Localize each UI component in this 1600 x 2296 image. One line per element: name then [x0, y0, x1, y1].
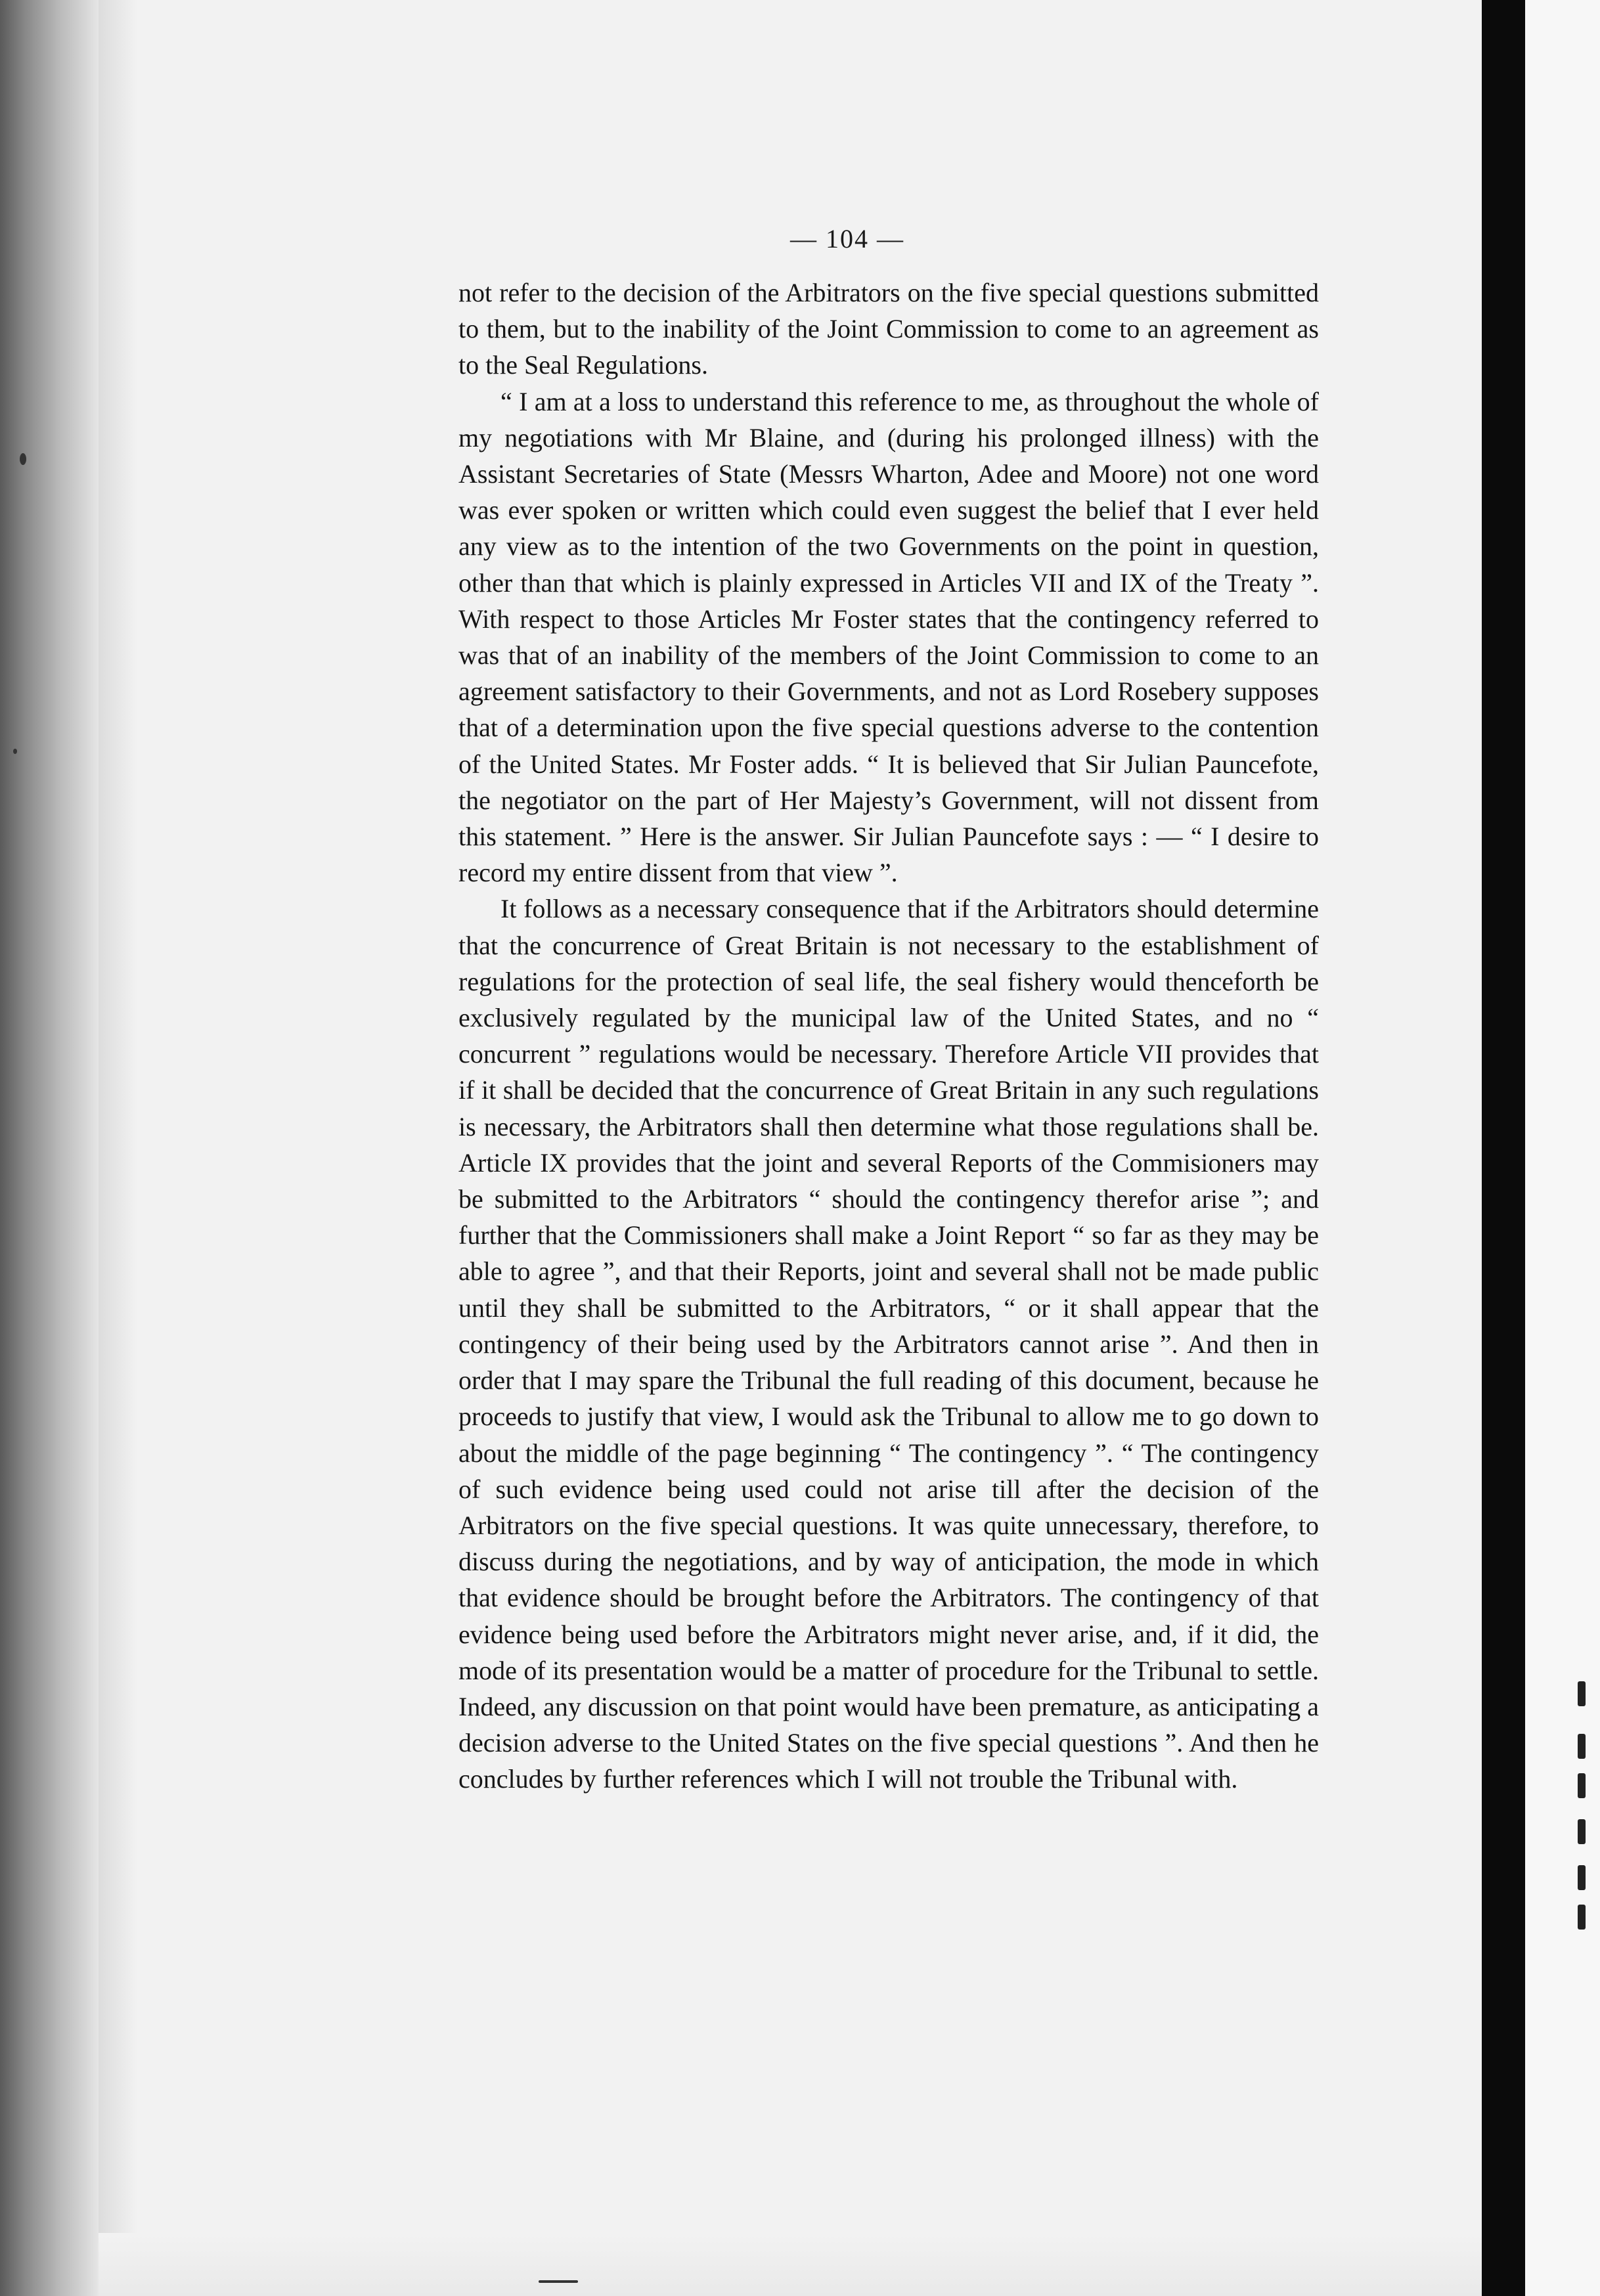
binding-shadow: [99, 0, 138, 2296]
page-bottom-edge: [99, 2233, 1482, 2296]
adjacent-page-fragment: [1578, 1773, 1586, 1798]
page-border-dark: [1482, 0, 1525, 2296]
paragraph: not refer to the decision of the Arbitrators on the five special questions submitted to them, but to the inability of the Joint Commission to come to an agreement as to the Seal Regulations.: [458, 278, 1319, 380]
adjacent-page-fragment: [1578, 1819, 1586, 1844]
scan-speck: [13, 749, 17, 754]
adjacent-page-fragment: [1578, 1681, 1586, 1706]
body-text: [458, 275, 1319, 1798]
adjacent-page-fragment: [1578, 1865, 1586, 1890]
adjacent-page-fragment: [1578, 1734, 1586, 1759]
scan-speck: [20, 453, 26, 465]
paragraph: It follows as a necessary consequence that if the Arbitrators should determine that the concurrence of Great Britain is not necessary to the establishment of regulations for the protection of seal life, the seal fishery would thenceforth be exclusively regulated by the municipal law of the United States, and no “ concurrent ” regulations would be necessary. Therefore Article VII provides that if it shall be decided that the concurrence of Great Britain in any such regulations is necessary, the Arbitrators shall then determine what those regulations shall be. Article IX provides that the joint and several Reports of the Commisioners may be submitted to the Arbitrators “ should the contingency therefor arise ”; and further that the Commissioners shall make a Joint Report “ so far as they may be able to agree ”, and that their Reports, joint and several shall not be made public until they shall be submitted to the Arbitrators, “ or it shall appear that the contingency of their being used by the Arbitrators cannot arise ”. And then in order that I may spare the Tribunal the full reading of this document, because he proceeds to justify that view, I would ask the Tribunal to allow me to go down to about the middle of the page beginning “ The contingency ”. “ The contingency of such evidence being used could not arise till after the decision of the Arbitrators on the five special questions. It was quite unnecessary, therefore, to discuss during the negotiations, and by way of anticipation, the mode in which that evidence should be brought before the Arbitrators. The contingency of that evidence being used before the Arbitrators might never arise, and, if it did, the mode of its presentation would be a matter of procedure for the Tribunal to settle. Indeed, any discussion on that point would have been premature, as anticipating a decision adverse to the United States on the five special questions ”. And then he concludes by further references which I will not trouble the Tribunal with.: [458, 894, 1319, 1794]
page-number: — 104 —: [790, 224, 904, 254]
paragraph: “ I am at a loss to understand this reference to me, as throughout the whole of my negotiations with Mr Blaine, and (during his prolonged illness) with the Assistant Secretaries of State (Messrs Wharton, Adee and Moore) not one word was ever spoken or written which could even suggest the belief that I ever held any view as to the intention of the two Governments on the point in question, other than that which is plainly expressed in Articles VII and IX of the Treaty ”. With respect to those Articles Mr Foster states that the contingency referred to was that of an inability of the members of the Joint Commission to come to an agreement satisfactory to their Governments, and not as Lord Rosebery supposes that of a determination upon the five special questions adverse to the contention of the United States. Mr Foster adds. “ It is believed that Sir Julian Pauncefote, the negotiator on the part of Her Majesty’s Government, will not dissent from this statement. ” Here is the answer. Sir Julian Pauncefote says : — “ I desire to record my entire dissent from that view ”.: [458, 386, 1319, 888]
adjacent-page-fragment: [1578, 1905, 1586, 1930]
adjacent-page-edge: [1525, 0, 1600, 2296]
binding-edge: [0, 0, 99, 2296]
scan-speck: [539, 2280, 578, 2283]
